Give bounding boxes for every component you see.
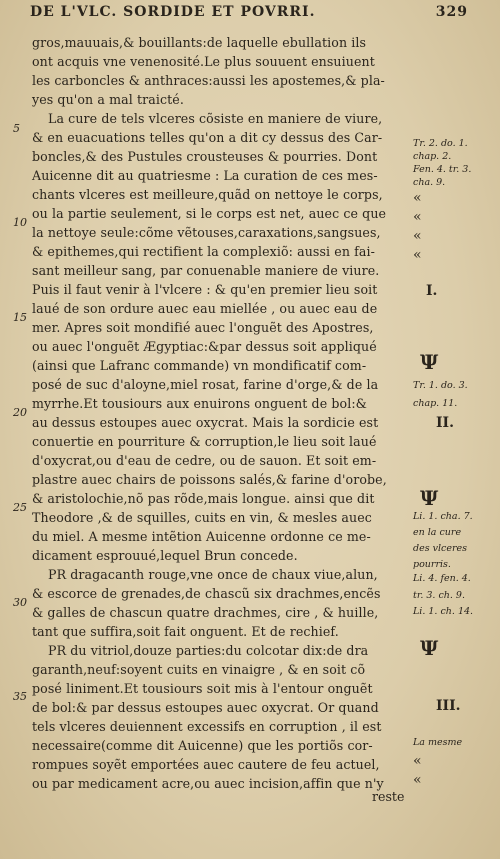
running-title: DE L'VLC. SORDIDE ET POVRRI. (30, 4, 316, 20)
line-number: 15 (13, 311, 27, 324)
text-line: au dessus estoupes auec oxycrat. Mais la sordicie est (32, 415, 379, 430)
margin-note: Tr. 2. do. 1. (413, 138, 468, 149)
section-mark: I. (426, 283, 438, 299)
text-line: sant meilleur sang, par conuenable maniere de viure. (32, 263, 380, 278)
margin-note: chap. 11. (413, 398, 458, 409)
text-line: du miel. A mesme intẽtion Auicenne ordonne ce me- (32, 529, 371, 544)
quote-mark: « (413, 209, 422, 225)
quote-mark: « (413, 772, 422, 788)
line-number: 5 (13, 122, 20, 135)
section-mark: III. (436, 698, 461, 714)
text-line: conuertie en pourriture & corruption,le lieu soit laué (32, 434, 377, 449)
text-line: dicament esprouué,lequel Brun concede. (32, 548, 298, 563)
text-line: La cure de tels vlceres cõsiste en maniere de viure, (48, 111, 383, 126)
margin-note: tr. 3. ch. 9. (413, 590, 465, 601)
text-line: boncles,& des Pustules crousteuses & pourries. Dont (32, 149, 378, 164)
line-number: 20 (13, 406, 27, 419)
text-line: Auicenne dit au quatriesme : La curation de ces mes- (32, 168, 378, 183)
margin-note: Li. 1. ch. 14. (413, 606, 474, 617)
text-line: d'oxycrat,ou d'eau de cedre, ou de sauon. Et soit em- (32, 453, 377, 468)
text-line: rompues soyẽt emportées auec cautere de feu actuel, (32, 757, 380, 772)
text-line: & epithemes,qui rectifient la complexiõ: aussi en fai- (32, 244, 375, 259)
margin-note: cha. 9. (413, 177, 446, 188)
text-line: ou auec l'onguẽt Ægyptiac:&par dessus soit appliqué (32, 339, 377, 354)
text-line: ont acquis vne venenosité.Le plus souuent ensuiuent (32, 54, 375, 69)
recipe-symbol-icon: Ψ (420, 350, 439, 374)
text-line: yes qu'on a mal traicté. (32, 92, 184, 107)
section-mark: II. (436, 415, 454, 431)
text-line: PR dragacanth rouge,vne once de chaux viue,alun, (48, 567, 378, 582)
margin-note: Li. 1. cha. 7. (413, 511, 473, 522)
text-line: de bol:& par dessus estoupes auec oxycrat. Or quand (32, 700, 379, 715)
text-line: myrrhe.Et tousiours aux enuirons onguent de bol:& (32, 396, 367, 411)
margin-note: Li. 4. fen. 4. (413, 573, 471, 584)
line-number: 25 (13, 501, 27, 514)
text-line: (ainsi que Lafranc commande) vn mondificatif com- (32, 358, 367, 373)
text-line: posé liniment.Et tousiours soit mis à l'entour onguẽt (32, 681, 373, 696)
margin-note: pourris. (413, 559, 451, 570)
text-line: ou la partie seulement, si le corps est net, auec ce que (32, 206, 387, 221)
text-line: tels vlceres deuiennent excessifs en corruption , il est (32, 719, 382, 734)
quote-mark: « (413, 247, 422, 263)
text-line: ou par medicament acre,ou auec incision,affin que n'y (32, 776, 384, 791)
text-line: necessaire(comme dit Auicenne) que les portiõs cor- (32, 738, 373, 753)
quote-mark: « (413, 753, 422, 769)
recipe-symbol-icon: Ψ (420, 486, 439, 510)
text-line: & escorce de grenades,de chascũ six drachmes,encẽs (32, 586, 381, 601)
margin-note: Tr. 1. do. 3. (413, 380, 468, 391)
text-line: chants vlceres est meilleure,quãd on nettoye le corps, (32, 187, 383, 202)
text-line: & galles de chascun quatre drachmes, cire , & huille, (32, 605, 379, 620)
text-line: gros,mauuais,& bouillants:de laquelle ebullation ils (32, 35, 367, 50)
line-number: 35 (13, 690, 27, 703)
catchword: reste (372, 789, 405, 804)
text-line: Puis il faut venir à l'vlcere : & qu'en premier lieu soit (32, 282, 378, 297)
text-line: tant que suffira,soit fait onguent. Et de rechief. (32, 624, 339, 639)
quote-mark: « (413, 190, 422, 206)
text-line: mer. Apres soit mondifié auec l'onguẽt des Apostres, (32, 320, 374, 335)
margin-note: en la cure (413, 527, 462, 538)
quote-mark: « (413, 228, 422, 244)
margin-note: chap. 2. (413, 151, 452, 162)
recipe-symbol-icon: Ψ (420, 636, 439, 660)
text-line: garanth,neuf:soyent cuits en vinaigre , & en soit cõ (32, 662, 366, 677)
margin-note: La mesme (413, 737, 463, 748)
text-line: laué de son ordure auec eau miellée , ou auec eau de (32, 301, 378, 316)
text-line: & en euacuations telles qu'on a dit cy dessus des Car- (32, 130, 383, 145)
text-line: les carboncles & anthraces:aussi les apostemes,& pla- (32, 73, 385, 88)
text-line: posé de suc d'aloyne,miel rosat, farine d'orge,& de la (32, 377, 379, 392)
page-number: 329 (435, 4, 468, 20)
text-line: PR du vitriol,douze parties:du colcotar dix:de dra (48, 643, 369, 658)
line-number: 30 (13, 596, 27, 609)
text-line: Theodore ,& de squilles, cuits en vin, & mesles auec (32, 510, 372, 525)
text-line: plastre auec chairs de poissons salés,& farine d'orobe, (32, 472, 387, 487)
text-line: la nettoye seule:cõme vẽtouses,caraxations,sangsues, (32, 225, 381, 240)
line-number: 10 (13, 216, 27, 229)
margin-note: Fen. 4. tr. 3. (413, 164, 472, 175)
margin-note: des vlceres (413, 543, 467, 554)
text-line: & aristolochie,nõ pas rõde,mais longue. ainsi que dit (32, 491, 375, 506)
